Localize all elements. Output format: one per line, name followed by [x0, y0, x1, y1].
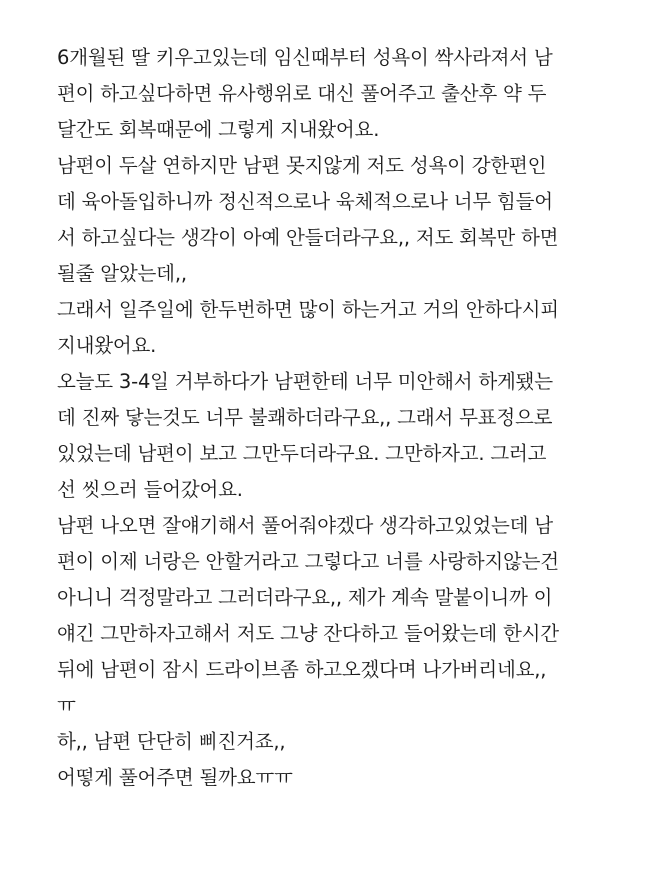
text-line: 있었는데 남편이 보고 그만두더라구요. 그만하자고. 그러고 — [57, 442, 547, 465]
text-line: 데 육아돌입하니까 정신적으로나 육체적으로나 너무 힘들어 — [57, 190, 553, 213]
text-line: 하,, 남편 단단히 삐진거죠,, — [57, 730, 286, 753]
text-line: 오늘도 3-4일 거부하다가 남편한테 너무 미안해서 하게됐는 — [57, 370, 553, 393]
text-line: 될줄 알았는데,, — [57, 262, 187, 285]
text-line: 선 씻으러 들어갔어요. — [57, 478, 243, 501]
text-line: 편이 하고싶다하면 유사행위로 대신 풀어주고 출산후 약 두 — [57, 82, 547, 105]
text-line: 얘긴 그만하자고해서 저도 그냥 잔다하고 들어왔는데 한시간 — [57, 622, 559, 645]
text-line: 6개월된 딸 키우고있는데 임신때부터 성욕이 싹사라져서 남 — [57, 46, 553, 69]
text-line: 서 하고싶다는 생각이 아예 안들더라구요,, 저도 회복만 하면 — [57, 226, 559, 249]
text-line: 데 진짜 닿는것도 너무 불쾌하더라구요,, 그래서 무표정으로 — [57, 406, 553, 429]
text-line: 그래서 일주일에 한두번하면 많이 하는거고 거의 안하다시피 — [57, 298, 559, 321]
text-line: 남편이 두살 연하지만 남편 못지않게 저도 성욕이 강한편인 — [57, 154, 547, 177]
text-line: 아니니 걱정말라고 그러더라구요,, 제가 계속 말붙이니까 이 — [57, 586, 553, 609]
text-line: ㅠ — [57, 694, 76, 717]
text-line: 지내왔어요. — [57, 334, 157, 357]
text-line: 어떻게 풀어주면 될까요ㅠㅠ — [57, 766, 293, 789]
text-line: 달간도 회복때문에 그렇게 지내왔어요. — [57, 118, 380, 141]
text-line: 뒤에 남편이 잠시 드라이브좀 하고오겠다며 나가버리네요,, — [57, 658, 547, 681]
text-line: 편이 이제 너랑은 안할거라고 그렇다고 너를 사랑하지않는건 — [57, 550, 559, 573]
text-line: 남편 나오면 잘얘기해서 풀어줘야겠다 생각하고있었는데 남 — [57, 514, 553, 537]
